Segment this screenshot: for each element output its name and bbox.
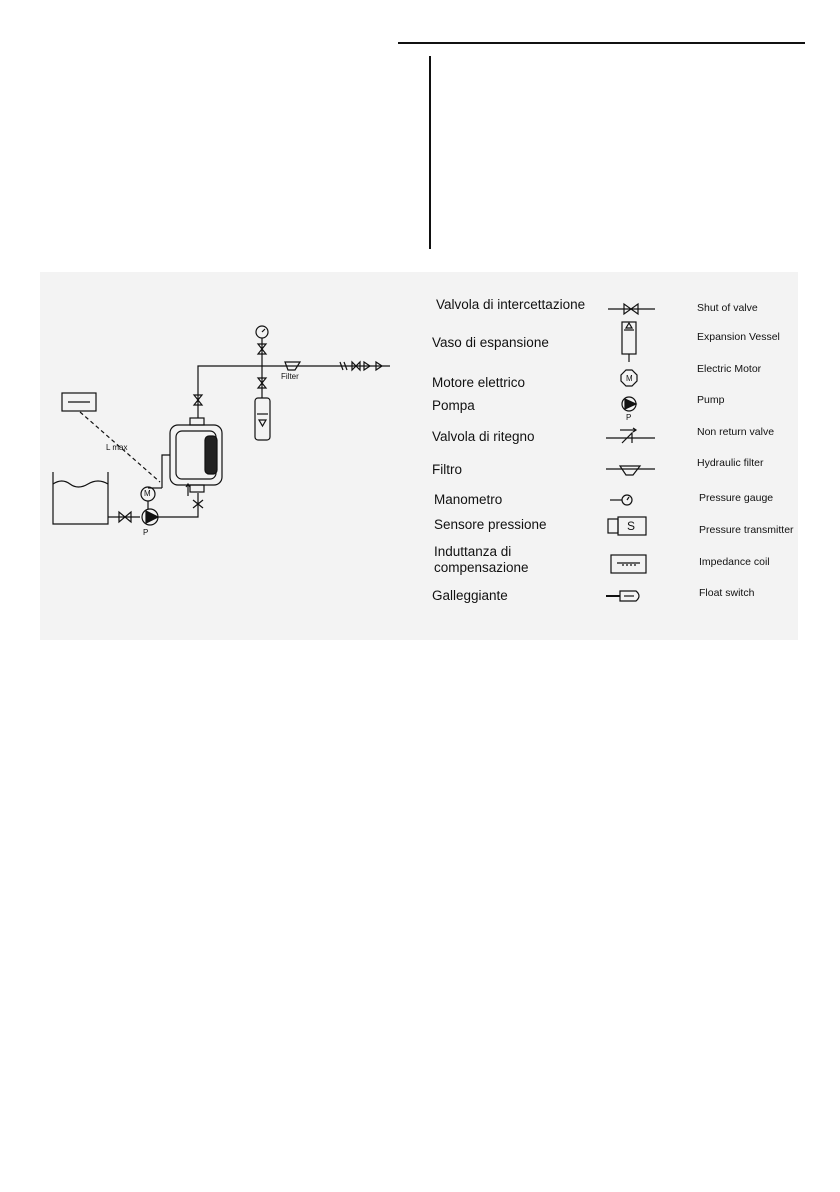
pressure-gauge-icon [610, 495, 632, 505]
legend-it-label: Pompa [432, 398, 475, 413]
legend-it-label: Galleggiante [432, 588, 508, 603]
water-tank [53, 472, 108, 524]
shutoff-valve-icon [608, 304, 655, 314]
legend-it-label: Vaso di espansione [432, 335, 549, 350]
legend-it-label: Valvola di intercettazione [436, 297, 586, 312]
diagram-expansion-vessel-icon [255, 366, 270, 440]
expansion-vessel-icon [622, 322, 636, 362]
pump-icon [622, 397, 636, 411]
legend-it-label: Manometro [434, 492, 503, 507]
legend-motor-letter: M [626, 374, 633, 383]
diagram-impedance-coil-icon [62, 393, 96, 411]
non-return-valve-icon [606, 428, 655, 443]
discharge-pipe [158, 493, 198, 517]
legend-it-label: Valvola di ritegno [432, 429, 535, 444]
float-switch-icon [606, 591, 639, 601]
legend-pump-letter: P [626, 413, 632, 422]
legend-en-label: Pressure transmitter [699, 524, 794, 536]
legend-en-label: Shut of valve [697, 302, 758, 314]
diagram-pump-letter: P [143, 528, 149, 537]
diagram-pressure-gauge-icon [256, 326, 268, 366]
legend-en-label: Non return valve [697, 426, 775, 438]
legend-en-label: Hydraulic filter [697, 457, 764, 469]
legend-en-label: Expansion Vessel [697, 331, 780, 343]
hydraulic-filter-icon [606, 466, 655, 475]
legend-en-label: Impedance coil [699, 556, 770, 568]
legend-it-label-line2: compensazione [434, 560, 529, 575]
pump-controller [162, 418, 222, 492]
legend-sensor-letter: S [627, 519, 636, 533]
legend-en-label: Pump [697, 394, 725, 406]
diagram-pump-icon [142, 509, 158, 525]
legend-en-label: Electric Motor [697, 363, 762, 375]
legend-it-label: Sensore pressione [434, 517, 547, 532]
legend-it-label: Motore elettrico [432, 375, 526, 390]
lmax-label: L max [106, 443, 128, 452]
legend-it-label: Induttanza di [434, 544, 512, 559]
legend-en-label: Pressure gauge [699, 492, 774, 504]
diagram-motor-letter: M [144, 489, 151, 498]
impedance-coil-icon [611, 555, 646, 573]
legend-en-label: Float switch [699, 587, 755, 599]
legend-it-label: Filtro [432, 462, 462, 477]
legend-symbols [606, 304, 655, 601]
installation-diagram [53, 326, 390, 525]
diagram-non-return-valve-icon [186, 484, 203, 508]
filter-label: Filter [281, 372, 299, 381]
